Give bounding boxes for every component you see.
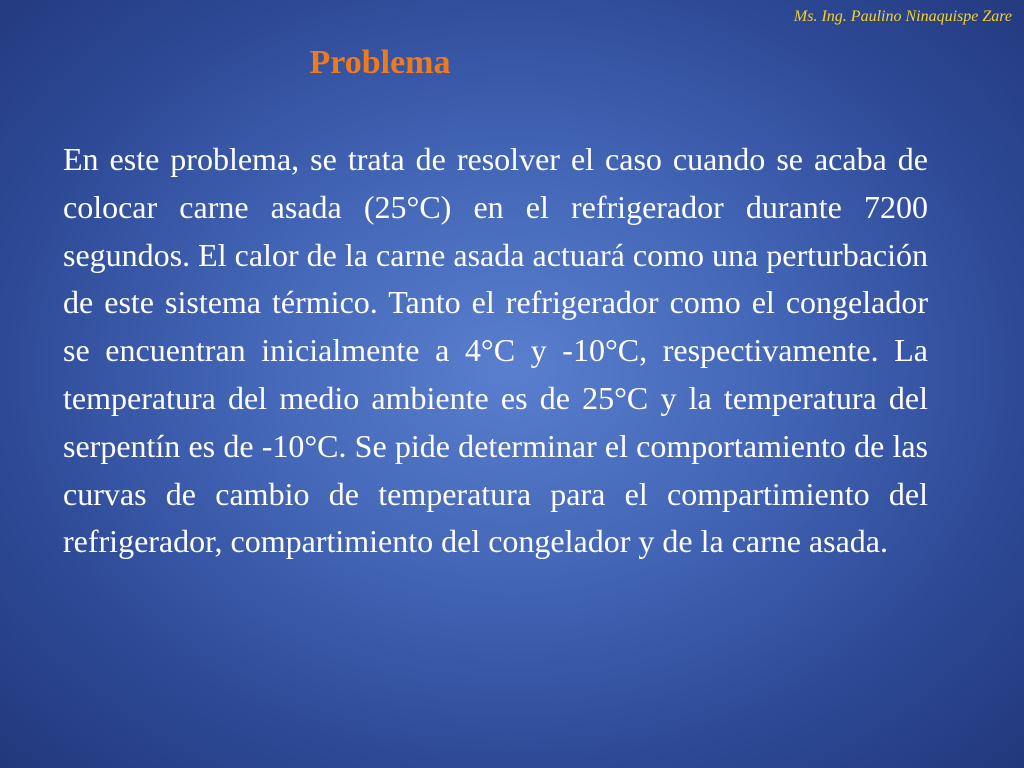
slide-title: Problema (309, 44, 451, 81)
author-label: Ms. Ing. Paulino Ninaquispe Zare (793, 8, 1012, 25)
problem-text: En este problema, se trata de resolver el caso cuando se acaba de colocar carne asada (25°C) en el refrigerador durante 7200 segundos. El calor de la carne asada actuará como una perturbación de este sistema térmico. Tanto el refrigerador como el congelador se encuentran inicialmente a 4°C y -10°C, respectivamente. La temperatura del medio ambiente es de 25°C y la temperatura del serpentín es de -10°C. Se pide determinar el comportamiento de las curvas de cambio de temperatura para el compartimiento del refrigerador, compartimiento del congelador y de la carne asada. (63, 141, 928, 560)
